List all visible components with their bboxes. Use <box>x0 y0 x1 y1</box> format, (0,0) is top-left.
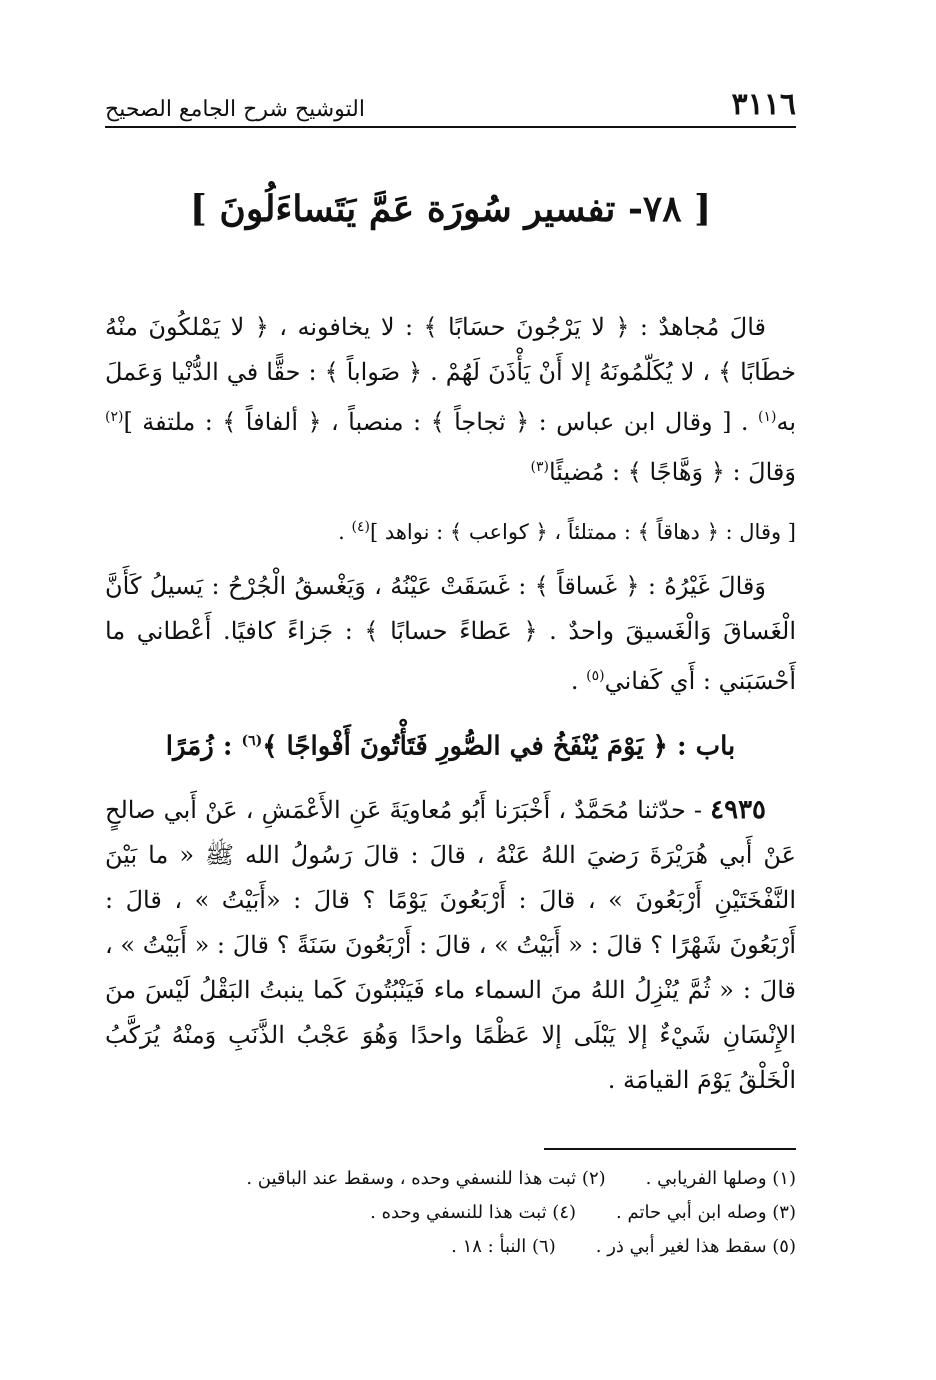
footnote-ref: (٦) <box>241 733 263 749</box>
paragraph-ibn-abbas: [ وقال : ﴿ دهاقاً ﴾ : ممتلئاً ، ﴿ كواعب ﴾ : نواهد ]$^{(٤)}$ . <box>338 519 796 544</box>
footnote-6: (٦) النبأ : ١٨ . <box>451 1236 556 1257</box>
footnote-5: (٥) سقط هذا لغير أبي ذر . <box>595 1236 796 1257</box>
paragraph-text: . [ وقال ابن عباس : ﴿ ثجاجاً ﴾ : منصباً ، ﴿ ألفافاً ﴾ : ملتفة ] <box>123 408 749 436</box>
chapter-heading-bab <box>105 716 796 772</box>
footnote-row <box>105 1162 796 1196</box>
footnote-2: (٢) ثبت هذا للنسفي وحده ، وسقط عند الباقين . <box>246 1168 606 1189</box>
paragraph-text: وَقالَ غَيْرُهُ : ﴿ غَساقاً ﴾ : غَسَقَتْ عَيْنُهُ ، وَيَغْسقُ الْجُرْحُ : يَسيلُ كَأَنَّ الْغَساقَ وَالْغَسيقَ واحدٌ . ﴿ عَطاءً حسابًا ﴾ : جَزاءً كافيًا. أَعْطاني ما أَحْسَبَني : أَي كَفاني <box>105 572 796 695</box>
hadith-number: ٤٩٣٥ <box>710 794 767 825</box>
paragraph-text: وَقالَ : ﴿ وَهَّاجًا ﴾ : مُضيئًا <box>548 458 796 486</box>
footnote-4: (٤) ثبت هذا للنسفي وحده . <box>370 1202 577 1223</box>
bab-tail: : زُمَرًا <box>165 731 233 762</box>
footnote-row <box>105 1230 796 1264</box>
footnote-3: (٣) وصله ابن أبي حاتم . <box>616 1202 796 1223</box>
hadith-text: - حدّثنا مُحَمَّدٌ ، أَخْبَرَنا أَبُو مُعاويَةَ عَنِ الأَعْمَشِ ، عَنْ أَبي صالحٍ عَنْ أَبي هُرَيْرَةَ رَضيَ اللهُ عَنْهُ ، قالَ : قالَ رَسُولُ الله ﷺ « ما بَيْنَ النَّفْخَتَيْنِ أَرْبَعُونَ » ، قالَ : أَرْبَعُونَ يَوْمًا ؟ قالَ : «أَبَيْتُ » ، قالَ : أَرْبَعُونَ شَهْرًا ؟ قالَ : « أَبَيْتُ » ، قالَ : أَرْبَعُونَ سَنَةً ؟ قالَ : « أَبَيْتُ » ، قالَ : « ثُمَّ يُنْزِلُ اللهُ منَ السماء ماء فَيَنْبُتُونَ كَما ينبتُ البَقْلُ لَيْسَ منَ الإِنْسَانِ شَيْءٌ إلا يَبْلَى إلا عَظْمًا واحدًا وَهُوَ عَجْبُ الذَّنَبِ وَمنْهُ يُرَكَّبُ الْخَلْقُ يَوْمَ القيامَة . <box>105 795 796 1094</box>
main-text <box>105 305 796 1115</box>
paragraph-text: [ وقال : ﴿ دهاقاً ﴾ : ممتلئاً ، ﴿ كواعب ﴾ : نواهد ] <box>369 520 796 544</box>
bab-text: باب : ﴿ يَوْمَ يُنْفَخُ في الصُّورِ فَتَأْتُونَ أَفْواجًا ﴾ <box>262 731 736 762</box>
footnote-ref: (٥) <box>586 668 605 684</box>
footnote-1: (١) وصلها الفريابي . <box>645 1168 796 1189</box>
footnote-ref: (٢) <box>105 409 124 425</box>
running-title: التوشيح شرح الجامع الصحيح <box>105 97 365 122</box>
paragraph-mujahid <box>105 305 796 495</box>
footnote-divider <box>544 1148 796 1150</box>
page-header <box>105 78 796 128</box>
paragraph-others: وَقالَ غَيْرُهُ : ﴿ غَساقاً ﴾ : غَسَقَتْ عَيْنُهُ ، وَيَغْسقُ الْجُرْحُ : يَسيلُ كَأَنَّ الْغَساقَ وَالْغَسيقَ واحدٌ . ﴿ عَطاءً حسابًا ﴾ : جَزاءً كافيًا. أَعْطاني ما أَحْسَبَني : أَي كَفاني$^{(٥)}$ . <box>105 572 796 695</box>
hadith-paragraph <box>105 788 796 1103</box>
footnote-row <box>105 1196 796 1230</box>
paragraph-text: قالَ مُجاهدٌ : ﴿ لا يَرْجُونَ حسَابًا ﴾ : لا يخافونه ، ﴿ لا يَمْلكُونَ منْهُ خطَابًا ﴾ ، لا يُكَلّمُونَهُ إلا أَنْ يَأْذَنَ لَهُمْ . ﴿ صَواباً ﴾ : حقًّا في الدُّنْيا وَعَملَ به <box>105 313 796 436</box>
footnote-ref: (٣) <box>530 459 549 475</box>
chapter-title: [ ٧٨- تفسير سُورَة عَمَّ يَتَساءَلُونَ ] <box>189 188 712 230</box>
footnote-ref: (٤) <box>351 519 370 535</box>
page-number: ٣١١٦ <box>731 87 796 122</box>
footnote-ref: (١) <box>757 409 777 425</box>
footnotes <box>105 1162 796 1264</box>
